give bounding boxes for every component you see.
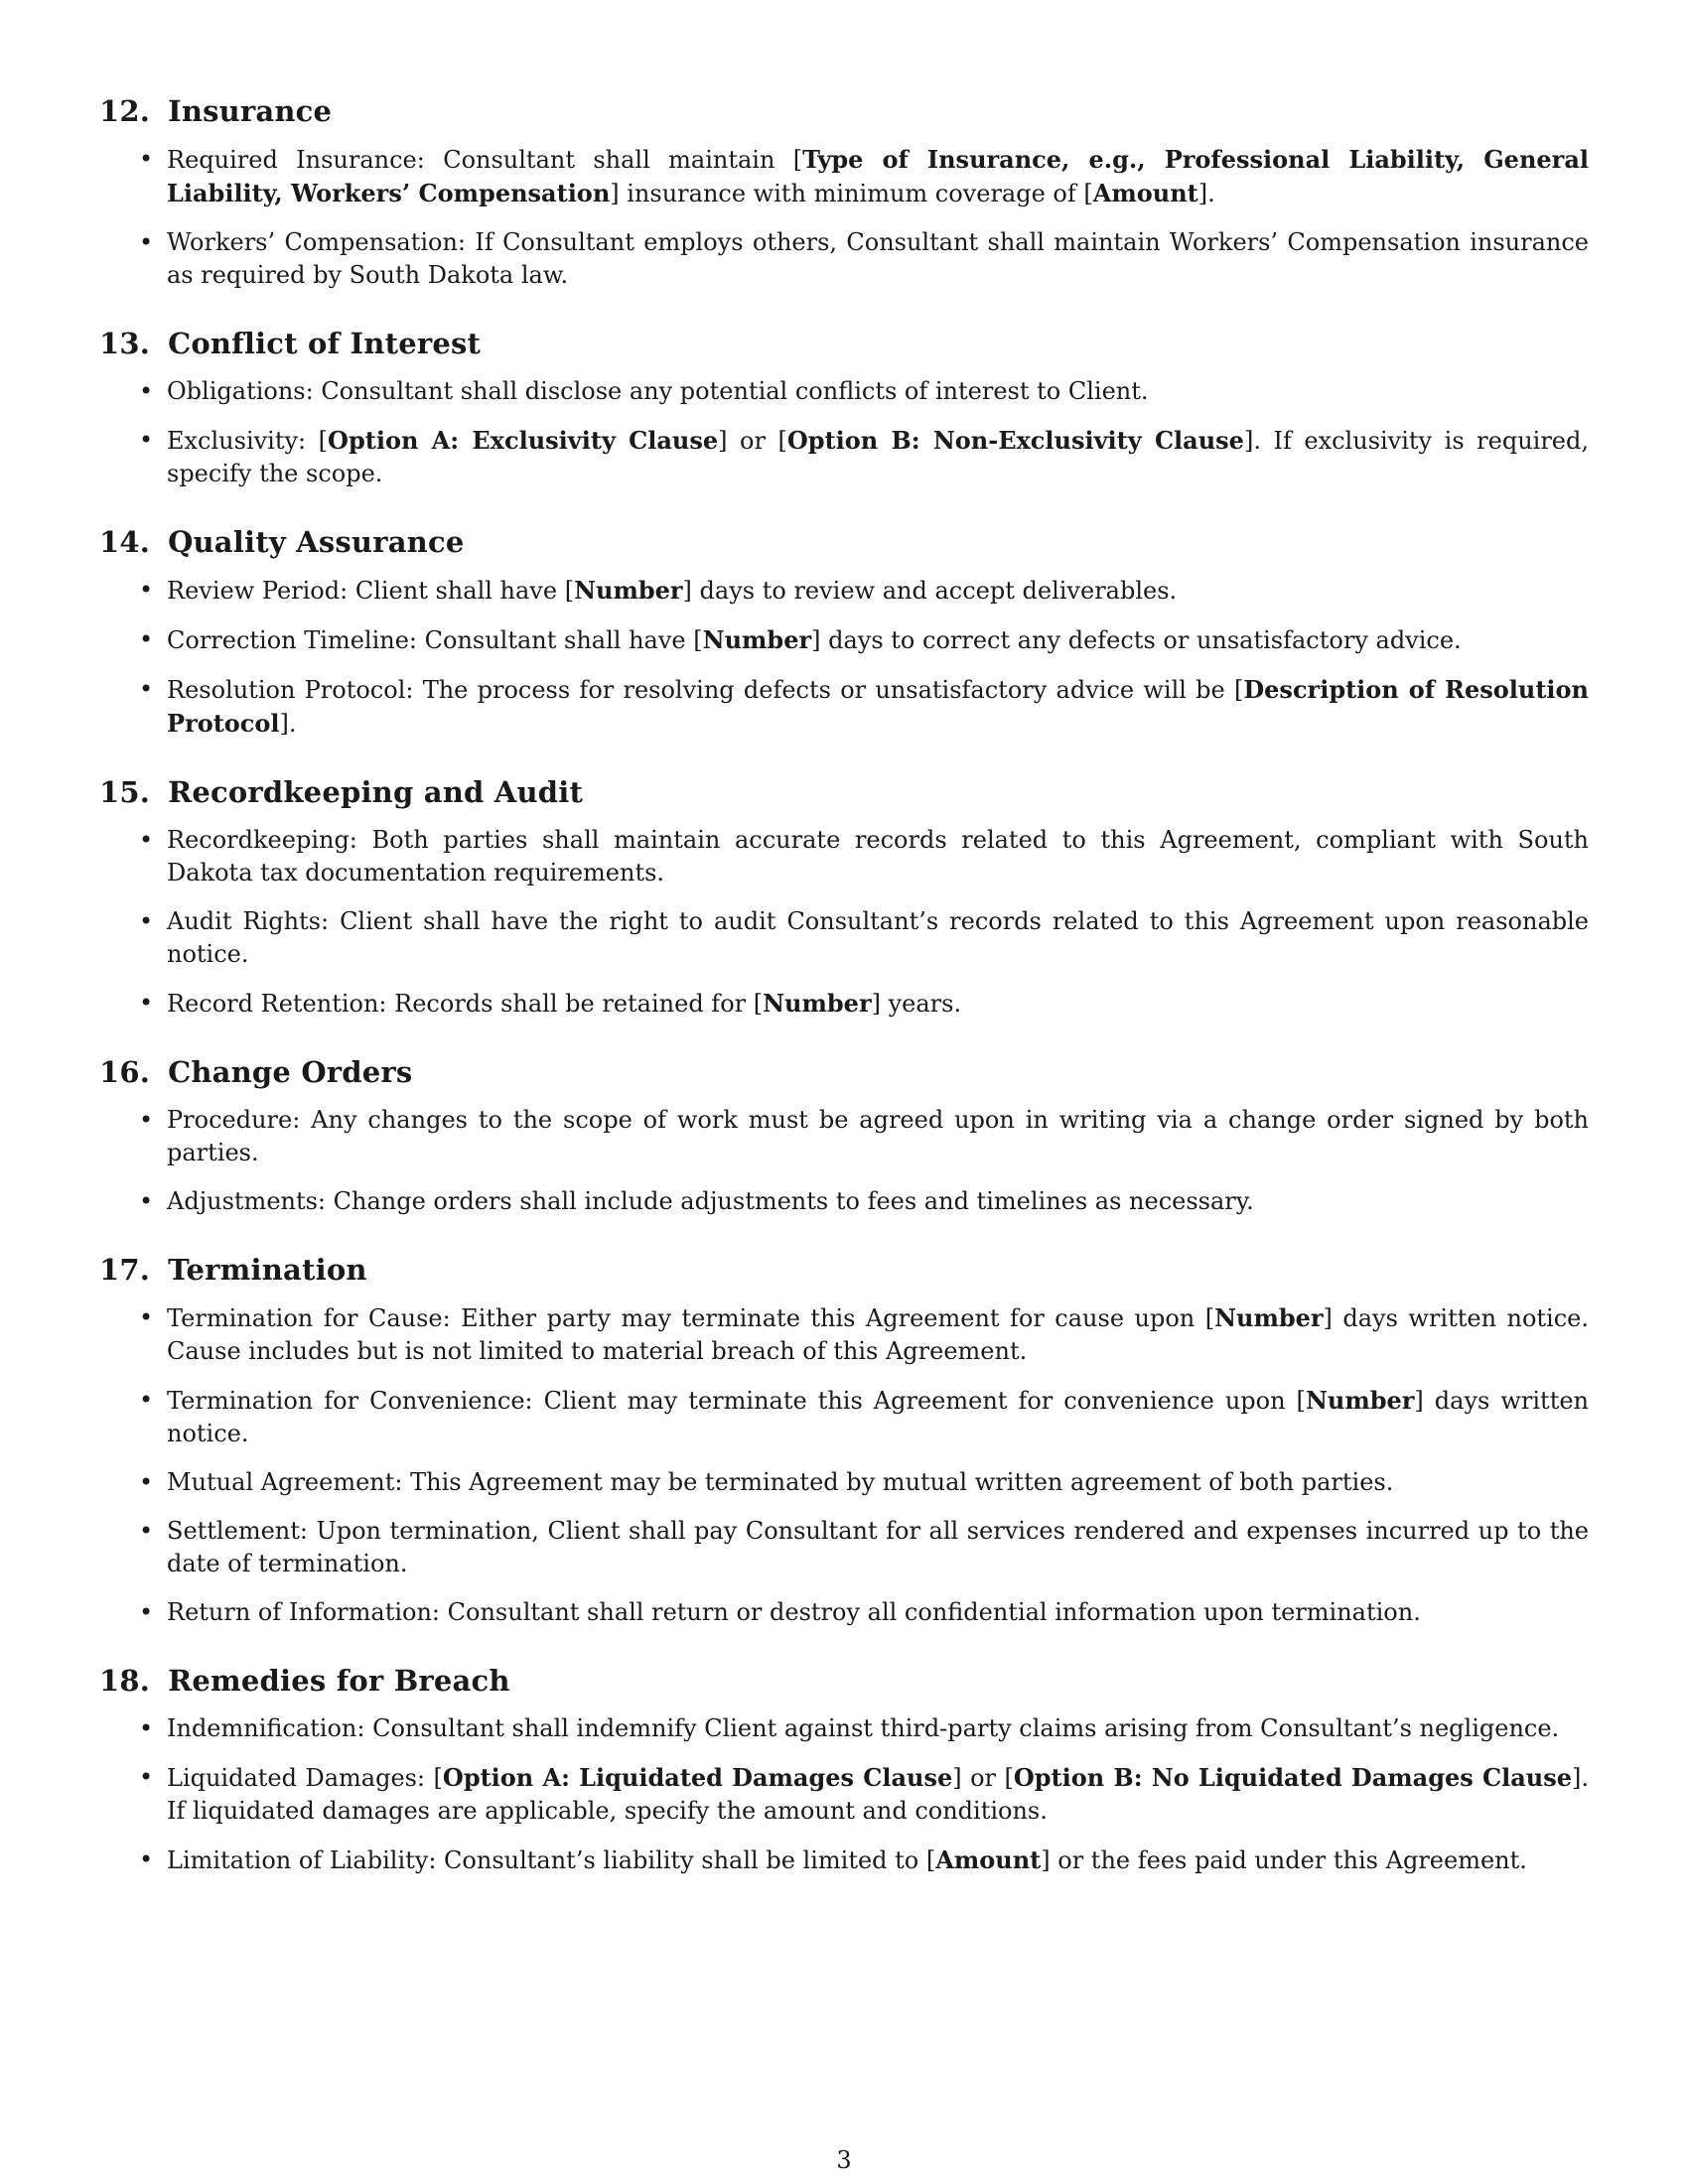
clause-list [99, 574, 1589, 741]
section [99, 1250, 1589, 1629]
section-heading [99, 324, 1589, 363]
section-title: Insurance [168, 94, 333, 128]
section-number: 18. [99, 1664, 151, 1698]
section [99, 1661, 1589, 1877]
clause-text: ] or [ [718, 427, 787, 455]
clause-text: ]. If liquidated damages are applicable, specify the amount and conditions. [167, 1764, 1590, 1825]
clause-text: Liquidated Damages: [ [167, 1764, 443, 1792]
clause-text: Adjustments: Change orders shall include adjustments to fees and timelines as necessary. [167, 1187, 1254, 1215]
clause-text: Settlement: Upon termination, Client shall pay Consultant for all services rendered and expenses incurred up to the date of termination. [167, 1517, 1589, 1577]
clause-text: Return of Information: Consultant shall return or destroy all confidential information upon termination. [167, 1598, 1421, 1626]
clause-text: ]. If exclusivity is required, specify the scope. [167, 427, 1590, 487]
section-title: Remedies for Breach [168, 1664, 510, 1698]
clause-item [99, 375, 1589, 408]
clause-text: Audit Rights: Client shall have the right to audit Consultant’s records related to this Agreement upon reasonable notice. [167, 907, 1589, 968]
clause-item [99, 1384, 1589, 1450]
clause-item [99, 1712, 1589, 1745]
document-body [99, 91, 1589, 1909]
section [99, 324, 1589, 490]
placeholder-text: Number [763, 989, 872, 1018]
placeholder-text: Type of Insurance, e.g., Professional Liability, General Liability, Workers’ Compensation [167, 145, 1589, 207]
clause-item [99, 1761, 1589, 1828]
placeholder-text: Option A: Exclusivity Clause [328, 426, 719, 455]
placeholder-text: Amount [935, 1845, 1042, 1874]
clause-text: Correction Timeline: Consultant shall have [ [167, 626, 703, 654]
placeholder-text: Number [1214, 1303, 1324, 1332]
clause-text: ] days to review and accept deliverables. [682, 577, 1178, 605]
section-title: Recordkeeping and Audit [168, 775, 584, 809]
section-heading [99, 772, 1589, 812]
section-title: Termination [168, 1253, 367, 1287]
clause-item [99, 143, 1589, 210]
clause-text: ] years. [871, 990, 962, 1018]
clause-item [99, 1596, 1589, 1629]
clause-text: Obligations: Consultant shall disclose any potential conflicts of interest to Client. [167, 377, 1149, 405]
section-number: 17. [99, 1253, 151, 1287]
clause-text: Workers’ Compensation: If Consultant employs others, Consultant shall maintain Workers’ Compensation insurance as required by South Dakota law. [167, 228, 1589, 289]
clause-item [99, 226, 1589, 292]
clause-text: ] or the fees paid under this Agreement. [1041, 1846, 1527, 1874]
clause-list [99, 1712, 1589, 1877]
section [99, 522, 1589, 741]
placeholder-text: Option B: No Liquidated Damages Clause [1013, 1763, 1573, 1792]
clause-text: ] days written notice. Cause includes but is not limited to material breach of this Agreement. [167, 1304, 1590, 1365]
clause-item [99, 1185, 1589, 1218]
section-number: 16. [99, 1055, 151, 1089]
placeholder-text: Description of Resolution Protocol [167, 675, 1589, 738]
placeholder-text: Number [702, 625, 812, 654]
section [99, 772, 1589, 1021]
clause-text: Record Retention: Records shall be retained for [ [167, 990, 764, 1018]
clause-item [99, 424, 1589, 490]
clause-text: ] or [ [952, 1764, 1014, 1792]
clause-item [99, 574, 1589, 608]
placeholder-text: Amount [1092, 179, 1198, 207]
clause-text: Required Insurance: Consultant shall maintain [ [167, 146, 803, 174]
section [99, 91, 1589, 292]
section-number: 14. [99, 525, 151, 559]
clause-text: Procedure: Any changes to the scope of work must be agreed upon in writing via a change order signed by both parties. [167, 1106, 1589, 1166]
clause-item [99, 905, 1589, 971]
page-number: 3 [836, 2146, 852, 2174]
clause-item [99, 673, 1589, 741]
section-title: Change Orders [168, 1055, 413, 1089]
clause-item [99, 987, 1589, 1021]
section-number: 12. [99, 94, 151, 128]
clause-list [99, 824, 1589, 1021]
clause-text: Review Period: Client shall have [ [167, 577, 575, 605]
clause-text: ] insurance with minimum coverage of [ [610, 180, 1093, 207]
clause-item [99, 1301, 1589, 1368]
section-heading [99, 91, 1589, 131]
section-heading [99, 522, 1589, 562]
clause-text: Termination for Cause: Either party may terminate this Agreement for cause upon [ [167, 1304, 1215, 1332]
section-title: Conflict of Interest [168, 327, 482, 360]
clause-text: ] days to correct any defects or unsatisfactory advice. [811, 626, 1462, 654]
section-title: Quality Assurance [168, 525, 465, 559]
clause-item [99, 824, 1589, 889]
placeholder-text: Option A: Liquidated Damages Clause [442, 1763, 953, 1792]
clause-list [99, 1301, 1589, 1629]
clause-list [99, 375, 1589, 490]
clause-text: Indemnification: Consultant shall indemnify Client against third-party claims arising from Consultant’s negligence. [167, 1714, 1560, 1742]
clause-text: ]. [1197, 180, 1215, 207]
placeholder-text: Number [574, 576, 683, 605]
section-heading [99, 1661, 1589, 1701]
clause-item [99, 1515, 1589, 1580]
section-number: 15. [99, 775, 151, 809]
clause-text: Resolution Protocol: The process for resolving defects or unsatisfactory advice will be [ [167, 676, 1244, 704]
clause-item [99, 1466, 1589, 1499]
placeholder-text: Option B: Non-Exclusivity Clause [786, 426, 1244, 455]
placeholder-text: Number [1305, 1386, 1415, 1415]
clause-text: Mutual Agreement: This Agreement may be terminated by mutual written agreement of both parties. [167, 1468, 1394, 1496]
clause-list [99, 1104, 1589, 1218]
clause-text: ]. [279, 710, 297, 738]
clause-item [99, 623, 1589, 657]
clause-item [99, 1104, 1589, 1169]
clause-item [99, 1843, 1589, 1877]
clause-list [99, 143, 1589, 292]
clause-text: Termination for Convenience: Client may terminate this Agreement for convenience upon [ [167, 1387, 1306, 1415]
section-number: 13. [99, 327, 151, 360]
section-heading [99, 1052, 1589, 1092]
section [99, 1052, 1589, 1218]
clause-text: Recordkeeping: Both parties shall maintain accurate records related to this Agreement, compliant with South Dakota tax documentation requirements. [167, 826, 1589, 887]
clause-text: ] days written notice. [167, 1387, 1589, 1447]
clause-text: Limitation of Liability: Consultant’s liability shall be limited to [ [167, 1846, 936, 1874]
section-heading [99, 1250, 1589, 1290]
clause-text: Exclusivity: [ [167, 427, 329, 455]
